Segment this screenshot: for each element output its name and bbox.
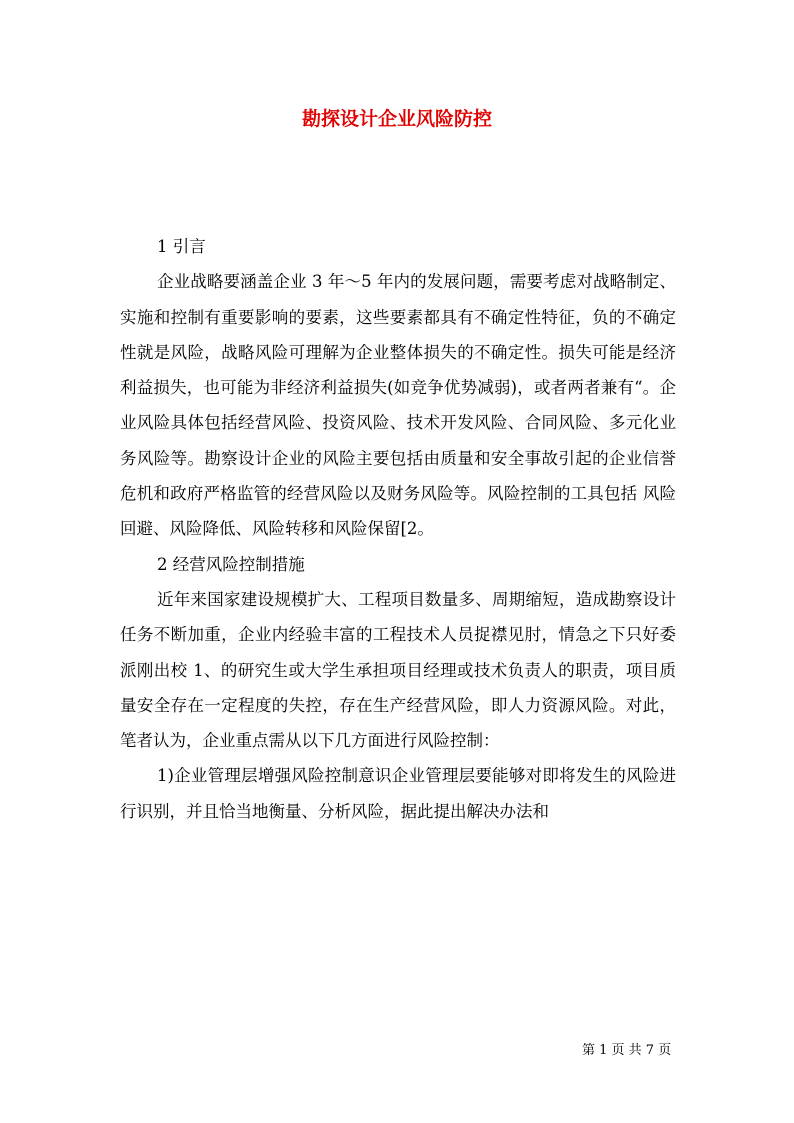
- document-title: 勘探设计企业风险防控: [301, 108, 492, 130]
- paragraph-hr-risk: 近年来国家建设规模扩大、工程项目数量多、周期缩短，造成勘察设计任务不断加重，企业内经验丰富的工程技术人员捉襟见肘，情急之下只好委派刚出校 1、的研究生或大学生承担项目经理或技术负责人的职责，项目质量安全存在一定程度的失控，存在生产经营风险，即人力资源风险。对此，笔者认为，企业重点需从以下几方面进行风险控制：: [120, 589, 676, 751]
- section-heading-intro: 1 引言: [157, 237, 206, 256]
- paragraph-strategy-risk: 企业战略要涵盖企业 3 年～5 年内的发展问题，需要考虑对战略制定、实施和控制有重要影响的要素，这些要素都具有不确定性特征，负的不确定性就是风险，战略风险可理解为企业整体损失的不确定性。损失可能是经济利益损失，也可能为非经济利益损失(如竞争优势减弱)，或者两者兼有“。企业风险具体包括经营风险、投资风险、技术开发风险、合同风险、多元化业务风险等。勘察设计企业的风险主要包括由质量和安全事故引起的企业信誉危机和政府严格监管的经营风险以及财务风险等。风险控制的工具包括 风险回避、风险降低、风险转移和风险保留[2。: [120, 272, 676, 539]
- section-heading-operation-risk: 2 经营风险控制措施: [157, 554, 305, 574]
- page-number-footer: 第 1 页 共 7 页: [582, 1043, 672, 1058]
- paragraph-management-awareness: 1)企业管理层增强风险控制意识企业管理层要能够对即将发生的风险进行识别，并且恰当地衡量、分析风险，据此提出解决办法和: [120, 766, 676, 821]
- document-body: [120, 229, 676, 829]
